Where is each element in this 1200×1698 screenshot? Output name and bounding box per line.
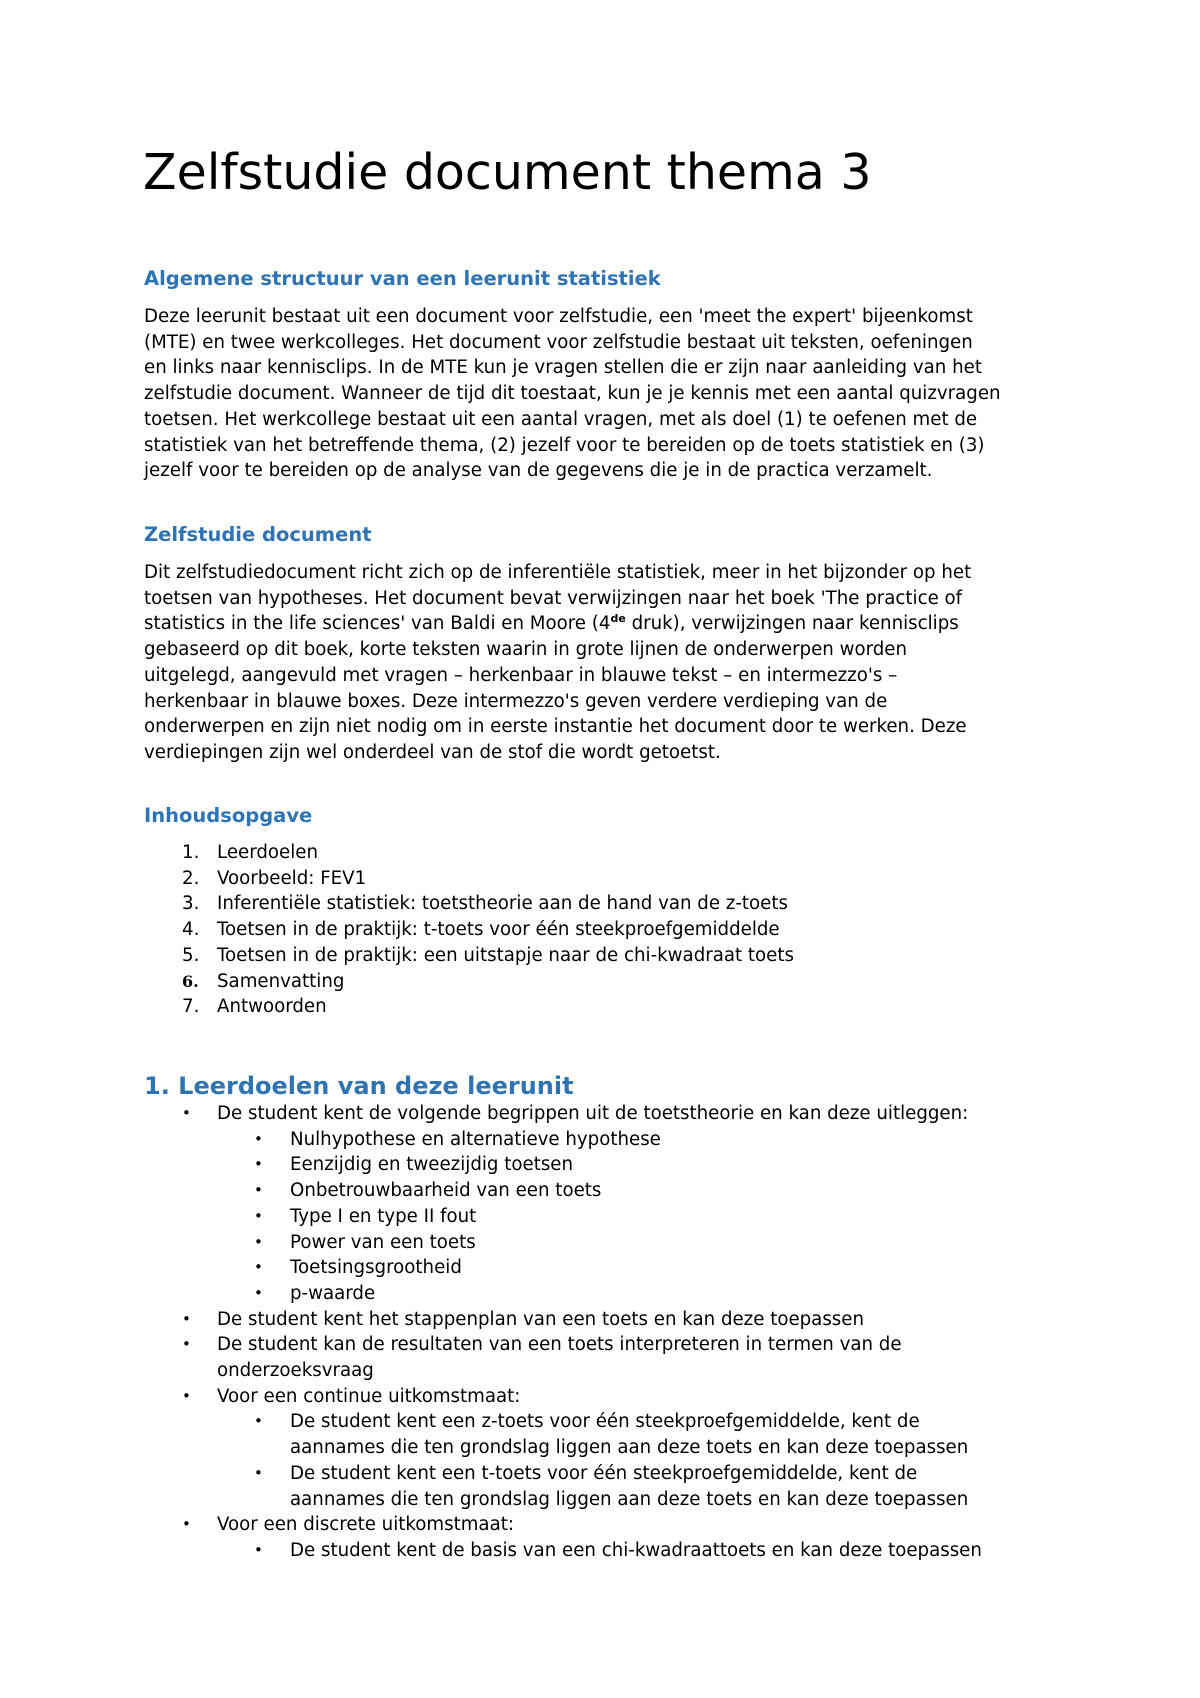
goal-subitem xyxy=(144,1435,982,1461)
goal-text: Nulhypothese en alternatieve hypothese xyxy=(290,1128,661,1150)
bullet-icon: • xyxy=(254,1129,263,1148)
paragraph-line: toetsen van hypotheses. Het document bevat verwijzingen naar het boek 'The practice of xyxy=(144,587,963,609)
bullet-icon: • xyxy=(182,1515,191,1534)
superscript: de xyxy=(610,612,626,626)
goal-text: De student kent een z-toets voor één steekproefgemiddelde, kent de xyxy=(290,1411,920,1433)
toc-label: Toetsen in de praktijk: t-toets voor één steekproefgemiddelde xyxy=(217,919,780,941)
goal-subitem xyxy=(144,1127,982,1153)
goal-item xyxy=(144,1384,982,1410)
toc-number: 5. xyxy=(182,944,200,966)
goal-text: De student kent de basis van een chi-kwadraattoets en kan deze toepassen xyxy=(290,1539,982,1561)
goal-text: Voor een discrete uitkomstmaat: xyxy=(217,1514,514,1536)
goal-item xyxy=(144,1512,982,1538)
goal-text: De student kent het stappenplan van een toets en kan deze toepassen xyxy=(217,1308,864,1330)
heading-inhoudsopgave: Inhoudsopgave xyxy=(144,804,313,827)
table-of-contents xyxy=(144,840,794,1020)
paragraph-line: en links naar kennisclips. In de MTE kun je vragen stellen die er zijn naar aanleiding van het xyxy=(144,357,982,379)
heading-leerdoelen: 1. Leerdoelen van deze leerunit xyxy=(144,1072,574,1100)
document-title: Zelfstudie document thema 3 xyxy=(143,144,872,201)
paragraph-line: (MTE) en twee werkcolleges. Het document voor zelfstudie bestaat uit teksten, oefeningen xyxy=(144,331,973,353)
goal-subitem xyxy=(144,1204,982,1230)
toc-label: Leerdoelen xyxy=(217,842,318,863)
goal-subitem xyxy=(144,1178,982,1204)
goal-text: De student kent een t-toets voor één steekproefgemiddelde, kent de xyxy=(290,1462,918,1484)
toc-number: 2. xyxy=(182,867,200,889)
toc-item xyxy=(144,840,794,866)
paragraph-line: verdiepingen zijn wel onderdeel van de stof die wordt getoetst. xyxy=(144,741,721,763)
paragraph-line: uitgelegd, aangevuld met vragen – herkenbaar in blauwe tekst – en intermezzo's – xyxy=(144,664,898,686)
line-text: statistics in the life sciences' van Baldi en Moore (4 xyxy=(144,613,611,635)
paragraph-line: herkenbaar in blauwe boxes. Deze intermezzo's geven verdere verdieping van de xyxy=(144,690,888,712)
paragraph-line xyxy=(144,611,1074,637)
goal-subitem xyxy=(144,1152,982,1178)
toc-number: 6. xyxy=(182,971,199,991)
goal-text: Voor een continue uitkomstmaat: xyxy=(217,1385,521,1407)
toc-item xyxy=(144,994,794,1020)
toc-item xyxy=(144,891,794,917)
toc-item xyxy=(144,866,794,892)
goal-text: aannames die ten grondslag liggen aan deze toets en kan deze toepassen xyxy=(290,1488,969,1510)
bullet-icon: • xyxy=(254,1181,263,1200)
goal-subitem xyxy=(144,1487,982,1513)
goal-text: Onbetrouwbaarheid van een toets xyxy=(290,1180,602,1202)
heading-zelfstudie: Zelfstudie document xyxy=(144,523,372,546)
bullet-icon: • xyxy=(254,1283,263,1302)
bullet-icon: • xyxy=(254,1206,263,1225)
paragraph-structure xyxy=(144,304,1074,484)
goal-text: De student kent de volgende begrippen uit de toetstheorie en kan deze uitleggen: xyxy=(217,1103,969,1124)
line-text: druk), verwijzingen naar kennisclips xyxy=(625,613,959,635)
paragraph-line: Dit zelfstudiedocument richt zich op de inferentiële statistiek, meer in het bijzonder op het xyxy=(144,562,972,583)
goal-text: onderzoeksvraag xyxy=(217,1360,374,1382)
toc-label: Antwoorden xyxy=(217,996,327,1018)
paragraph-line: toetsen. Het werkcollege bestaat uit een aantal vragen, met als doel (1) te oefenen met de xyxy=(144,408,978,430)
goal-text: Type I en type II fout xyxy=(290,1205,477,1227)
goal-text: Eenzijdig en tweezijdig toetsen xyxy=(290,1154,574,1176)
toc-label: Voorbeeld: FEV1 xyxy=(217,867,367,889)
toc-item xyxy=(144,917,794,943)
toc-label: Samenvatting xyxy=(217,970,345,992)
goal-text: Power van een toets xyxy=(290,1231,476,1253)
goal-text: De student kan de resultaten van een toets interpreteren in termen van de xyxy=(217,1334,902,1356)
bullet-icon: • xyxy=(182,1104,191,1122)
bullet-icon: • xyxy=(254,1412,263,1431)
goal-subitem xyxy=(144,1230,982,1256)
toc-label: Inferentiële statistiek: toetstheorie aan de hand van de z-toets xyxy=(217,893,788,915)
goal-item xyxy=(144,1307,982,1333)
toc-label: Toetsen in de praktijk: een uitstapje naar de chi-kwadraat toets xyxy=(217,944,794,966)
paragraph-line: gebaseerd op dit boek, korte teksten waarin in grote lijnen de onderwerpen worden xyxy=(144,639,908,661)
goal-item xyxy=(144,1332,982,1358)
bullet-icon: • xyxy=(254,1232,263,1251)
paragraph-line: statistiek van het betreffende thema, (2) jezelf voor te bereiden op de toets statistiek en (3) xyxy=(144,434,985,456)
toc-number: 7. xyxy=(182,996,200,1018)
goal-item xyxy=(144,1101,982,1127)
toc-number: 4. xyxy=(182,919,200,941)
paragraph-line: zelfstudie document. Wanneer de tijd dit toestaat, kun je je kennis met een aantal quizvragen xyxy=(144,383,1001,405)
goal-text: aannames die ten grondslag liggen aan deze toets en kan deze toepassen xyxy=(290,1437,969,1459)
bullet-icon: • xyxy=(254,1155,263,1174)
paragraph-line: jezelf voor te bereiden op de analyse van de gegevens die je in de practica verzamelt. xyxy=(144,460,933,482)
bullet-icon: • xyxy=(254,1258,263,1277)
paragraph-line: Deze leerunit bestaat uit een document voor zelfstudie, een 'meet the expert' bijeenkomst xyxy=(144,306,973,327)
toc-number: 1. xyxy=(182,842,200,863)
goal-subitem xyxy=(144,1461,982,1487)
bullet-icon: • xyxy=(254,1463,263,1482)
goal-text: p-waarde xyxy=(290,1282,376,1304)
learning-goals-list xyxy=(144,1101,982,1564)
goal-subitem xyxy=(144,1409,982,1435)
goal-subitem xyxy=(144,1281,982,1307)
toc-item xyxy=(144,969,794,995)
paragraph-zelfstudie xyxy=(144,560,1074,766)
toc-item xyxy=(144,943,794,969)
goal-text: Toetsingsgrootheid xyxy=(290,1257,462,1279)
bullet-icon: • xyxy=(182,1335,191,1354)
goal-item xyxy=(144,1358,982,1384)
bullet-icon: • xyxy=(254,1540,263,1559)
goal-subitem xyxy=(144,1255,982,1281)
goal-subitem xyxy=(144,1538,982,1564)
bullet-icon: • xyxy=(182,1309,191,1328)
paragraph-line: onderwerpen en zijn niet nodig om in eerste instantie het document door te werken. Deze xyxy=(144,716,967,738)
toc-number: 3. xyxy=(182,893,200,915)
bullet-icon: • xyxy=(182,1386,191,1405)
heading-structure: Algemene structuur van een leerunit statistiek xyxy=(144,267,661,290)
